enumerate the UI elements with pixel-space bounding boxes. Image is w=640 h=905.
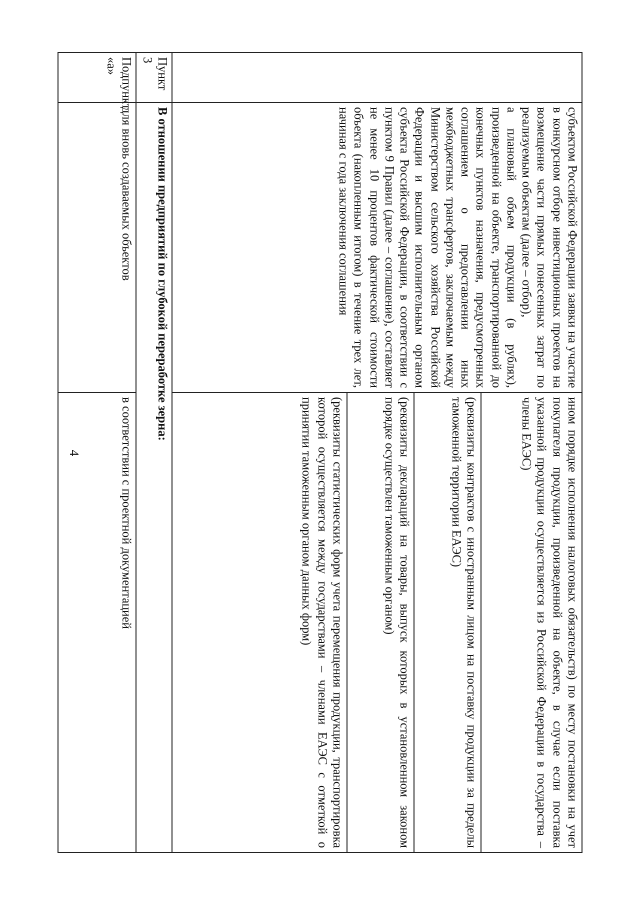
row1-col-c-part-2: (реквизиты контрактов с иностранным лицом на поставку продукции за пределы таможенной территории ЕАЭС) [414, 393, 481, 852]
table-row [58, 53, 137, 853]
row2-heading: В отношении предприятий по глубокой переработке зерна: [137, 103, 173, 853]
row3-col-a: Подпункт «а» [58, 53, 137, 103]
row3-col-c: в соответствии с проектной документацией [58, 393, 137, 853]
row1-col-b [172, 103, 582, 393]
row1-col-c-part-3: (реквизиты деклараций на товары, выпуск которых в установленном законом порядке осуществлен таможенным органом) [347, 393, 414, 852]
document-sheet [58, 52, 583, 852]
table-row [172, 53, 582, 853]
row2-col-a: Пункт 3 [137, 53, 173, 103]
row1-col-c-part-1: ином порядке исполнения налоговых обязательств) по месту постановки на учет покупателя продукции, произведенной на объекте, в случае если поставка указанной продукции осуществляется из Российской Федерации в государства – члены ЕАЭС) [481, 393, 582, 852]
row1-col-c-part-4: (реквизиты статистических форм учета перемещения продукции, транспортировка которой осуществляется между государствами – членами ЕАЭС с отметкой о принятии таможенным органом данных форм) [300, 397, 345, 848]
document-table [58, 52, 583, 853]
table-row [137, 53, 173, 853]
row3-col-b: для вновь создаваемых объектов [58, 103, 137, 393]
row1-col-b-para-2: а плановый объем продукции (в рублях), произведенной на объекте, транспортированной до конечных пунктов назначения, предусмотренных соглашением о предоставлении иных межбюджетных трансфертов, заключаемым между Министерством сельского хозяйства Российской Федерации и высшим исполнительным органом субъекта Российской Федерации, в соответствии с пунктом 9 Правил (далее – соглашение), составляет не менее 10 процентов фактической стоимости объекта (накопленным итогом) в течение трех лет, начиная с года заключения соглашения [336, 107, 519, 388]
row1-col-c [172, 393, 582, 853]
page-number: 4 [67, 449, 82, 456]
row1-col-b-para-1: субъектом Российской Федерации заявки на участие в конкурсном отборе инвестиционных проектов на возмещение части прямых понесенных затрат по реализуемым объектам (далее – отбор), [519, 107, 580, 388]
page-number-wrap [44, 449, 82, 456]
row1-col-a [172, 53, 582, 103]
